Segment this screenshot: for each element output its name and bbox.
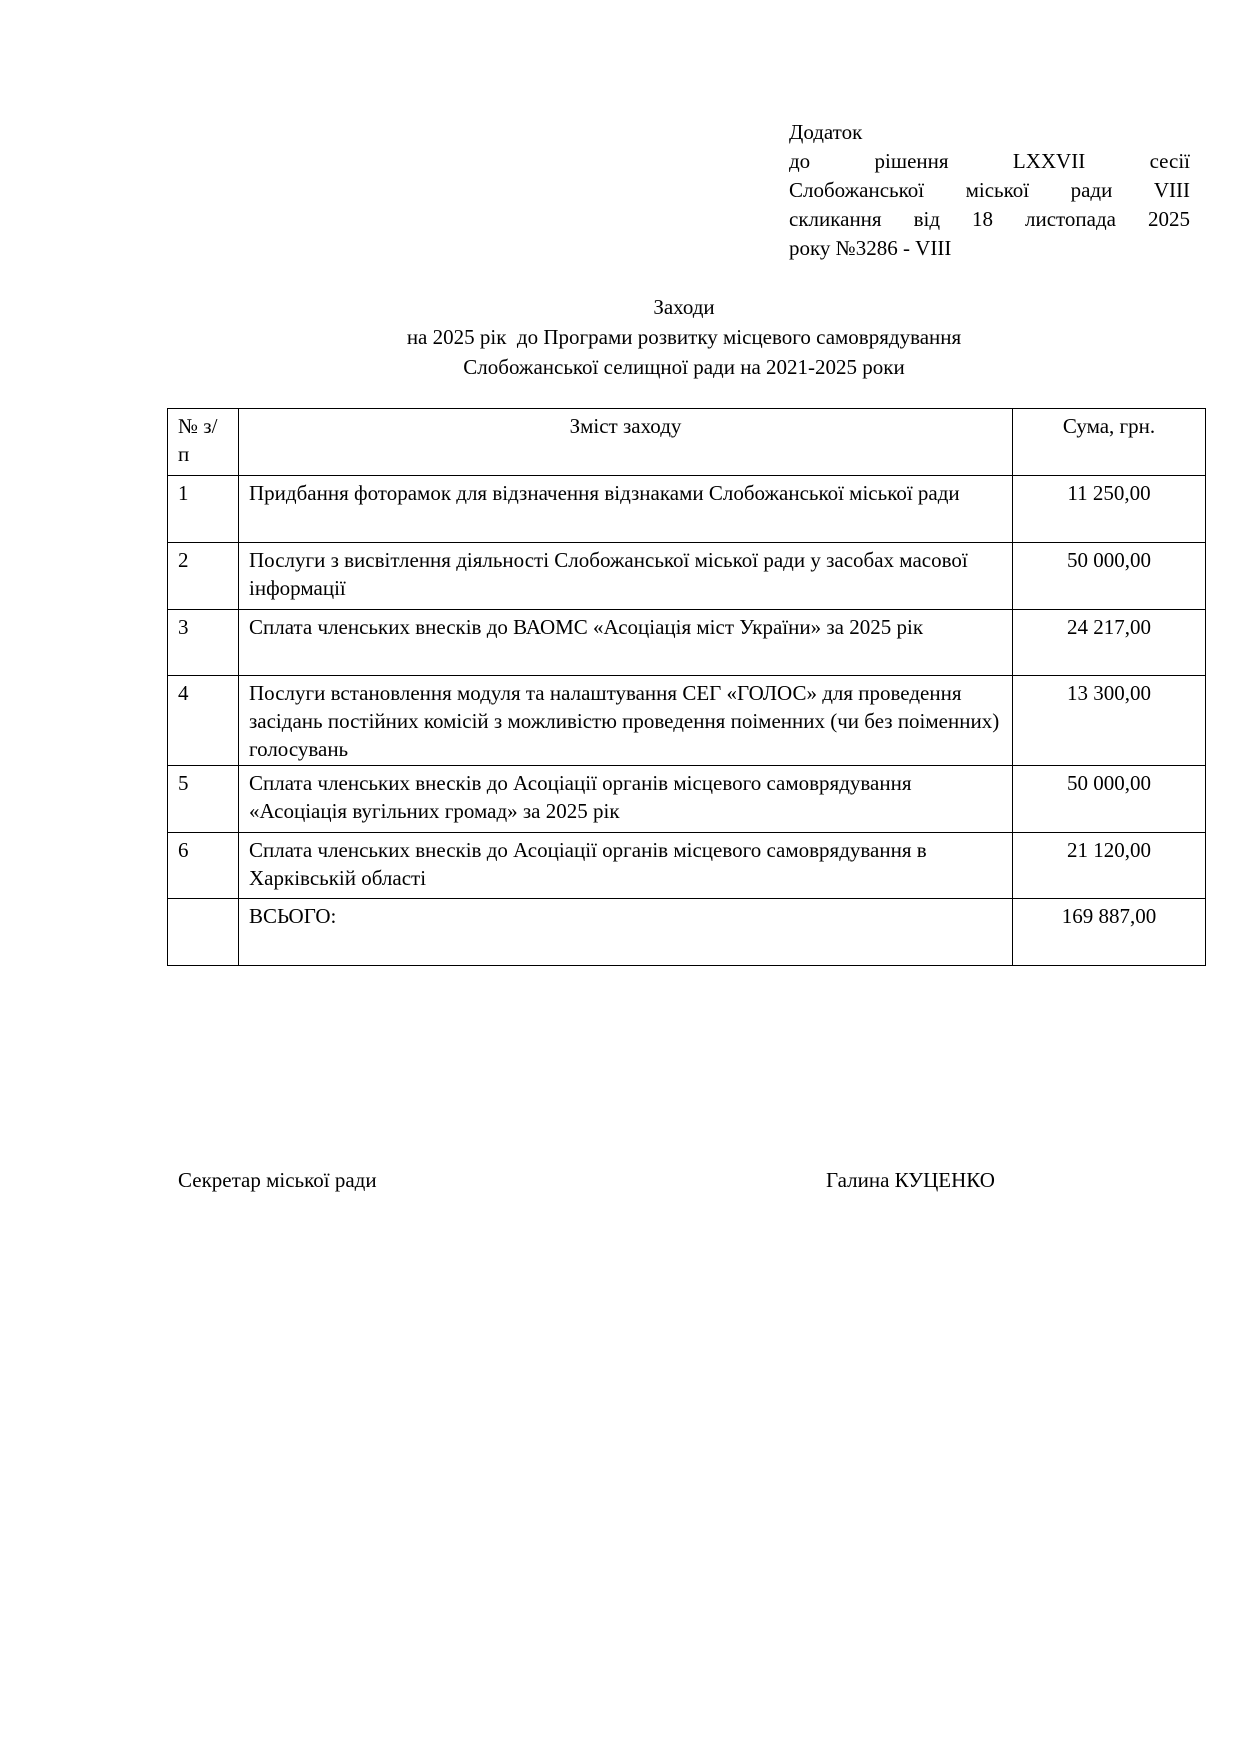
table-row [168, 610, 1206, 676]
row-num: 3 [168, 610, 239, 676]
row-sum: 21 120,00 [1013, 833, 1206, 899]
row-content: Сплата членських внесків до Асоціації органів місцевого самоврядування в Харківській області [239, 833, 1013, 899]
title-line: Заходи [653, 295, 715, 319]
table-row [168, 766, 1206, 833]
annex-line: Слобожанської міської ради VIII [789, 178, 1190, 202]
measures-table [167, 408, 1206, 966]
annex-line: до рішення LXXVII сесії [789, 149, 1190, 173]
row-sum: 11 250,00 [1013, 476, 1206, 543]
signature-name: Галина КУЦЕНКО [826, 1168, 995, 1192]
row-num: 6 [168, 833, 239, 899]
annex-header [789, 118, 1190, 263]
row-num: 2 [168, 543, 239, 610]
row-content: Сплата членських внесків до Асоціації органів місцевого самоврядування «Асоціація вугільних громад» за 2025 рік [239, 766, 1013, 833]
row-sum: 50 000,00 [1013, 766, 1206, 833]
table-header-row [168, 409, 1206, 476]
table-total-row [168, 899, 1206, 966]
signature-position: Секретар міської ради [178, 1168, 377, 1192]
total-label: ВСЬОГО: [239, 899, 1013, 966]
annex-line: року №3286 - VIII [789, 236, 952, 260]
table-row [168, 676, 1206, 766]
table-row [168, 543, 1206, 610]
annex-line: Додаток [789, 120, 863, 144]
table-row [168, 476, 1206, 543]
table-row [168, 833, 1206, 899]
row-sum: 13 300,00 [1013, 676, 1206, 766]
row-content: Послуги встановлення модуля та налаштування СЕГ «ГОЛОС» для проведення засідань постійних комісій з можливістю проведення поіменних (чи без поіменних) голосувань [239, 676, 1013, 766]
header-content: Зміст заходу [239, 409, 1013, 476]
row-sum: 24 217,00 [1013, 610, 1206, 676]
total-sum: 169 887,00 [1013, 899, 1206, 966]
annex-line: скликання від 18 листопада 2025 [789, 207, 1190, 231]
row-num: 4 [168, 676, 239, 766]
title-line: на 2025 рік до Програми розвитку місцевого самоврядування [406, 325, 962, 349]
document-title [0, 292, 1240, 382]
row-num: 1 [168, 476, 239, 543]
row-content: Сплата членських внесків до ВАОМС «Асоціація міст України» за 2025 рік [239, 610, 1013, 676]
header-num: № з/п [168, 409, 239, 476]
row-num: 5 [168, 766, 239, 833]
header-sum: Сума, грн. [1013, 409, 1206, 476]
title-line: Слобожанської селищної ради на 2021-2025 роки [463, 355, 905, 379]
row-content: Послуги з висвітлення діяльності Слобожанської міської ради у засобах масової інформації [239, 543, 1013, 610]
row-sum: 50 000,00 [1013, 543, 1206, 610]
row-content: Придбання фоторамок для відзначення відзнаками Слобожанської міської ради [239, 476, 1013, 543]
